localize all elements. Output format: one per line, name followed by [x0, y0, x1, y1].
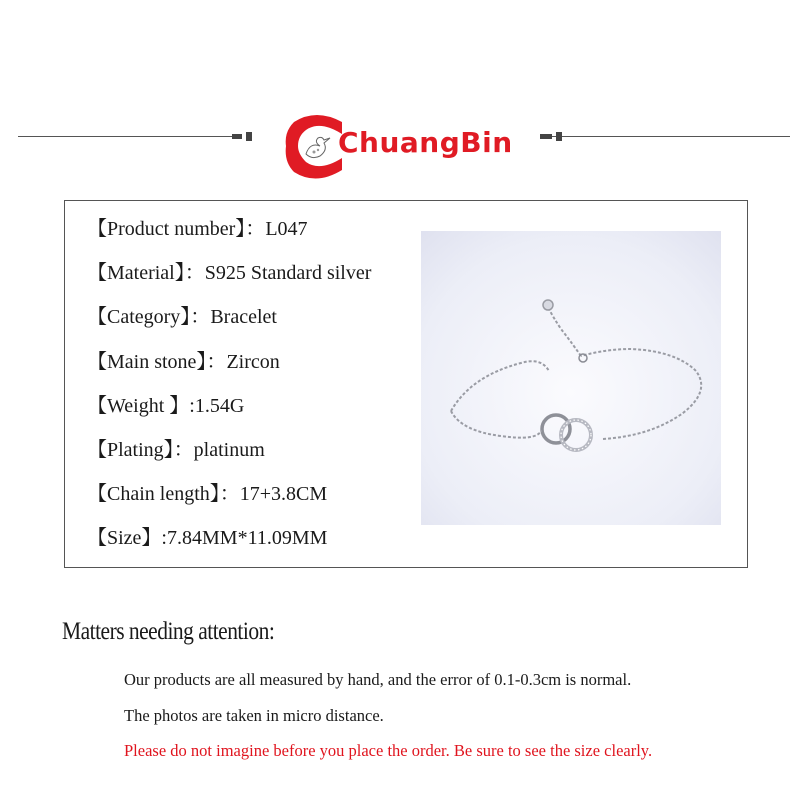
note-measurement: Our products are all measured by hand, and the error of 0.1-0.3cm is normal. [124, 670, 632, 689]
spec-row-product-number [87, 207, 371, 251]
spec-value: 17+3.8CM [239, 483, 328, 506]
spec-label: 【Material】： [87, 262, 205, 285]
product-info-box [64, 200, 748, 568]
header-dot-right [556, 132, 562, 141]
header-dash-right [540, 134, 552, 139]
spec-row-main-stone [87, 340, 371, 384]
notes-title: Matters needing attention: [62, 618, 275, 645]
header-dash-left [232, 134, 242, 139]
spec-value: platinum [193, 438, 265, 461]
spec-value: 7.84MM*11.09MM [167, 527, 328, 550]
spec-row-size [87, 516, 371, 560]
spec-row-chain-length [87, 472, 371, 516]
brand-logo [280, 112, 530, 184]
spec-row-weight [87, 384, 371, 428]
note-photos: The photos are taken in micro distance. [124, 706, 384, 725]
header-divider-right [540, 136, 790, 137]
spec-row-category [87, 295, 371, 339]
spec-value: L047 [265, 218, 308, 240]
spec-label: 【Chain length】： [87, 483, 240, 506]
bracelet-photo [421, 231, 721, 525]
spec-list [87, 207, 371, 561]
spec-label: 【Plating】： [87, 438, 194, 461]
header-dot-left [246, 132, 252, 141]
spec-value: Zircon [226, 350, 280, 373]
spec-label: 【Product number】： [87, 218, 266, 240]
spec-label: 【Size】: [87, 527, 167, 550]
spec-value: S925 Standard silver [204, 262, 372, 285]
header-divider-left [18, 136, 240, 137]
spec-label: 【Category】： [87, 306, 211, 329]
note-size-warning: Please do not imagine before you place the order. Be sure to see the size clearly. [124, 741, 653, 760]
spec-value: 1.54G [194, 394, 245, 417]
spec-label: 【Main stone】： [87, 350, 227, 373]
spec-row-plating [87, 428, 371, 472]
spec-label: 【Weight 】: [87, 394, 195, 417]
spec-value: Bracelet [210, 306, 277, 329]
spec-row-material [87, 251, 371, 295]
brand-name: ChuangBin [338, 126, 513, 159]
